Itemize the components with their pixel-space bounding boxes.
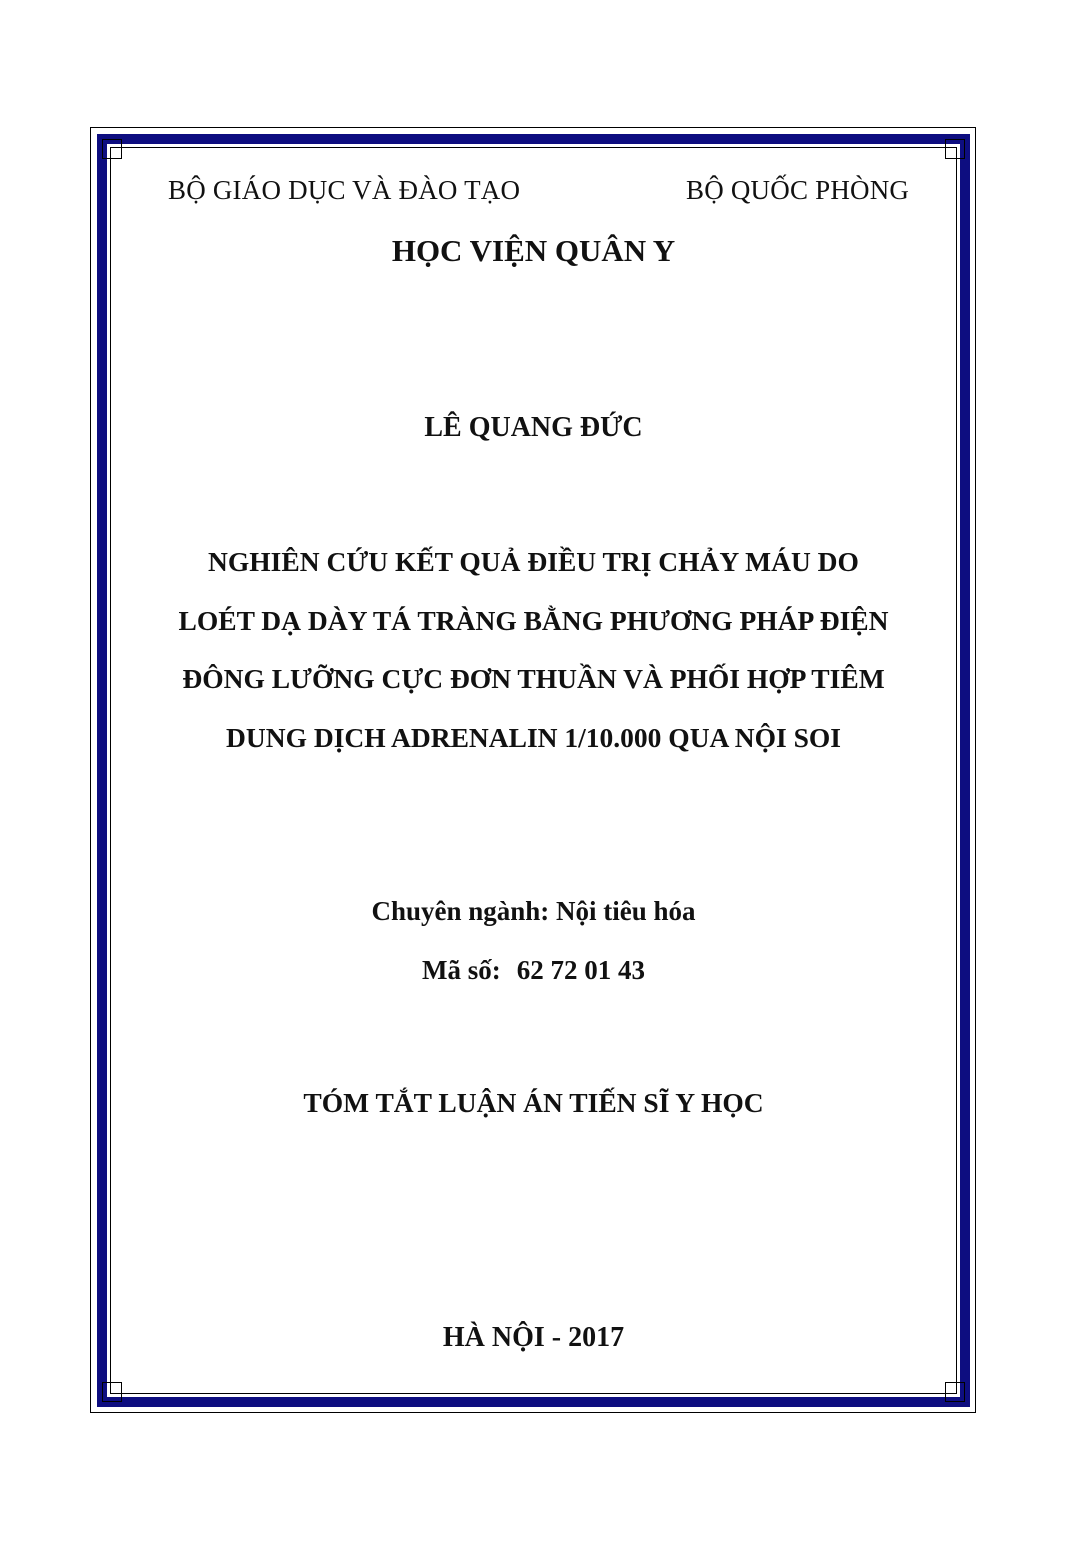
thesis-title-line-3: ĐÔNG LƯỠNG CỰC ĐƠN THUẦN VÀ PHỐI HỢP TIÊM: [182, 663, 885, 694]
code-value: 62 72 01 43: [516, 955, 645, 985]
document-type: TÓM TẮT LUẬN ÁN TIẾN SĨ Y HỌC: [303, 1087, 764, 1118]
specialty-line: Chuyên ngành: Nội tiêu hóa: [371, 896, 696, 926]
frame-corner-bottom-right: [943, 1380, 977, 1414]
code-label: Mã số:: [422, 955, 501, 985]
thesis-title: [110, 540, 957, 774]
ministry-education-heading: BỘ GIÁO DỤC VÀ ĐÀO TẠO: [168, 175, 521, 205]
thesis-title-line-2: LOÉT DẠ DÀY TÁ TRÀNG BẰNG PHƯƠNG PHÁP ĐIỆN: [178, 604, 889, 636]
thesis-title-line-1: NGHIÊN CỨU KẾT QUẢ ĐIỀU TRỊ CHẢY MÁU DO: [208, 546, 859, 577]
author-name: LÊ QUANG ĐỨC: [424, 412, 643, 443]
ministry-defense-heading: BỘ QUỐC PHÒNG: [686, 175, 910, 205]
thesis-title-line-4: DUNG DỊCH ADRENALIN 1/10.000 QUA NỘI SOI: [225, 721, 841, 753]
code-line: [110, 955, 957, 986]
institute-name: HỌC VIỆN QUÂN Y: [391, 233, 676, 268]
place-year: HÀ NỘI - 2017: [442, 1322, 625, 1353]
frame-corner-top-right: [943, 127, 977, 161]
frame-corner-top-left: [90, 127, 124, 161]
frame-corner-bottom-left: [90, 1380, 124, 1414]
